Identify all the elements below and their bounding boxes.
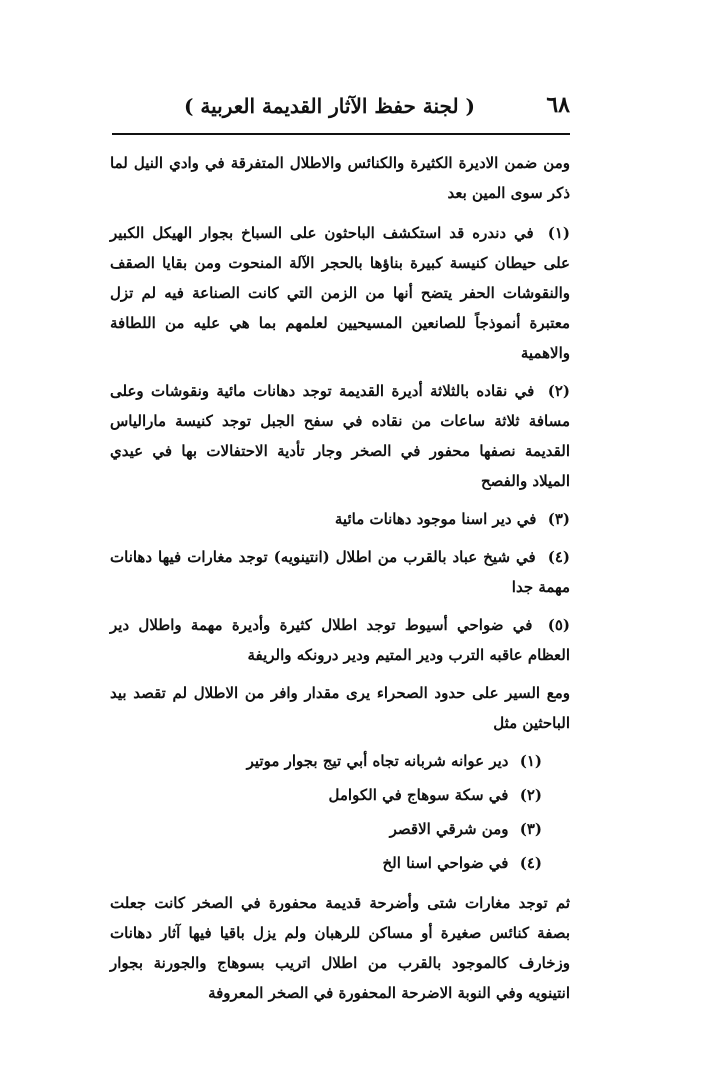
item-text: في شيخ عباد بالقرب من اطلال (انتينويه) توجد مغارات فيها دهانات مهمة جدا <box>110 548 570 596</box>
item-text: في دندره قد استكشف الباحثون على السباخ بجوار الهيكل الكبير على حيطان كنيسة كبيرة بناؤها بالحجر الآلة المنحوت ومن بقايا الصقف والنقوشات الحفر يتضح أنها من الزمن التي كانت الصناعة فيه لم تزل معتبرة أنموذجاً للصانعين المسيحيين لعلمهم بما هي عليه من اللطافة والاهمية <box>110 224 570 362</box>
item-text: في ضواحي اسنا الخ <box>382 854 509 872</box>
item-text: في ضواحي أسيوط توجد اطلال كثيرة وأديرة مهمة واطلال دير العظام عاقبه الترب ودير المتيم ودير درونكه والريفة <box>110 616 570 664</box>
item-number: (٢) <box>547 382 570 400</box>
item-number: (٢) <box>519 786 542 804</box>
desert-intro-paragraph: ومع السير على حدود الصحراء يرى مقدار وافر من الاطلال لم تقصد بيد الباحثين مثل <box>110 684 570 732</box>
list-item <box>110 218 570 368</box>
item-number: (٣) <box>547 510 570 528</box>
item-text: في سكة سوهاج في الكوامل <box>328 786 509 804</box>
closing-paragraph: ثم توجد مغارات شتى وأضرحة قديمة محفورة في الصخر كانت جعلت بصفة كنائس صغيرة أو مساكن للرهبان ولم يزل باقيا فيها آثار دهانات وزخارف كالموجود بالقرب من اطلال اتريب بسوهاج والجورنة بجوار انتينويه وفي النوبة الاضرحة المحفورة في الصخر المعروفة <box>110 894 570 1002</box>
header-rule <box>112 133 570 135</box>
page-header <box>110 88 570 128</box>
item-number: (٤) <box>547 548 570 566</box>
desert-site-item <box>110 814 542 844</box>
item-number: (١) <box>547 224 570 242</box>
item-text: ومن شرقي الاقصر <box>389 820 509 838</box>
intro-paragraph: ومن ضمن الاديرة الكثيرة والكنائس والاطلال المتفرقة في وادي النيل لما ذكر سوى المين بعد <box>110 154 570 202</box>
body-text <box>110 148 570 1016</box>
desert-sites-list <box>110 746 570 878</box>
desert-site-item <box>110 848 542 878</box>
page-number: ٦٨ <box>546 92 570 118</box>
list-item <box>110 376 570 496</box>
item-number: (٥) <box>547 616 570 634</box>
list-item <box>110 610 570 670</box>
item-number: (١) <box>519 752 542 770</box>
list-item <box>110 542 570 602</box>
item-number: (٣) <box>519 820 542 838</box>
item-text: في نقاده بالثلاثة أديرة القديمة توجد دهانات مائية ونقوشات وعلى مسافة ثلاثة ساعات من نقاده في سفح الجبل توجد كنيسة مارالياس القديمة نصفها محفور في الصخر وجار تأدية الاحتفالات بها في عيدي الميلاد والفصح <box>110 382 570 490</box>
item-text: دير عوانه شربانه تجاه أبي تيج بجوار موتير <box>246 752 509 770</box>
item-text: في دير اسنا موجود دهانات مائية <box>334 510 537 528</box>
running-title: ( لجنة حفظ الآثار القديمة العربية ) <box>184 94 475 118</box>
desert-site-item <box>110 780 542 810</box>
list-item <box>110 504 570 534</box>
desert-site-item <box>110 746 542 776</box>
item-number: (٤) <box>519 854 542 872</box>
